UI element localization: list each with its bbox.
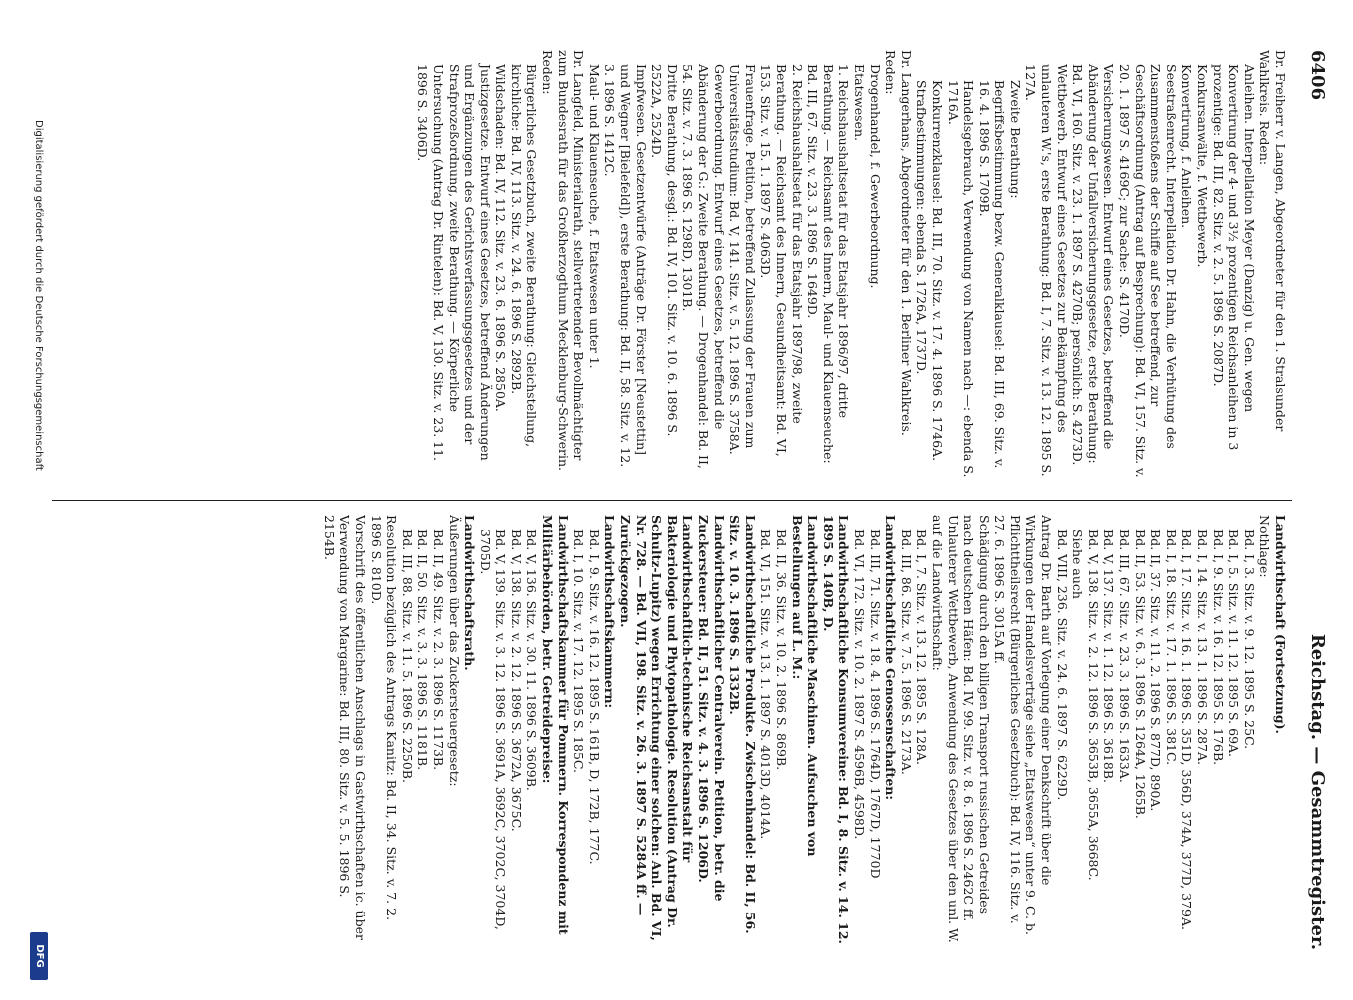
index-entry: Landwirthschaftskammer für Pommern. Korrespondenz mit Militärbehörden, betr. Getreidepreise: — [540, 515, 571, 935]
index-entry: Bürgerliches Gesetzbuch, zweite Berathung: Gleichstellung, kirchliche: Bd. IV, 113. Sitz. v. 24. 6. 1896 S. 2892B. — [508, 64, 540, 448]
index-entry: Pflichttheilsrecht (Bürgerliches Gesetzbuch): Bd. IV, 116. Sitz. v. 27. 6. 1896 S. 3015A ff. — [992, 515, 1023, 924]
index-entry: 1. Reichshaushaltsetat für das Etatsjahr 1896/97, dritte Berathung. — Reichsamt des Innern, Maul- und Klauenseuche: Bd. III, 67. Sitz. v. 23. 3. 1896 S. 1649D. — [805, 64, 852, 464]
index-entry: Bd. VI, 172. Sitz. v. 10. 2. 1897 S. 4596B, 4598D. — [851, 529, 867, 840]
index-entry: Nothlage: — [1257, 515, 1273, 578]
index-entry: Gewerbeordnung. Entwurf eines Gesetzes, betreffend die Abänderung der G.: Zweite Berathung. — Drogenhandel: Bd. II, 54. Sitz. v. 7. 3. 1896 S. 1298D, 1301B. — [680, 64, 727, 469]
index-entry: Maul- und Klauenseuche, f. Etatswesen unter 1. — [586, 64, 602, 369]
index-entry: Bd. V, 137. Sitz. v. 1. 12. 1896 S. 3618B. — [1101, 529, 1117, 783]
index-entry: Vorschrift des öffentlichen Anschlags in Gastwirthschaften ic. über Verwendung von Margarine: Bd. III, 80. Sitz. v. 5. 5. 1896 S. 2154B. — [321, 515, 368, 940]
index-entry: 2. Reichshaushaltsetat für das Etatsjahr 1897/98, zweite Berathung. — Reichsamt des Innern, Gesundheitsamt: Bd. VI, 153. Sitz. v. 15. 1. 1897 S. 4063D. — [758, 64, 805, 457]
index-entry: Konvertirung, f. Anleihen. — [1179, 64, 1195, 229]
page-number: 6406 — [1307, 50, 1328, 101]
index-entry: Bd. II, 49. Sitz. v. 2. 3. 1896 S. 1173B. — [430, 529, 446, 771]
index-entry: Bd. I, 17. Sitz. v. 16. 1. 1896 S. 351D, 356D, 374A, 377D, 379A. — [1179, 529, 1195, 930]
index-entry: Frauenfrage. Petition, betreffend Zulassung der Frauen zum Universitätsstudium: Bd. V, 141. Sitz. v. 5. 12. 1896 S. 3758A. — [727, 64, 758, 455]
index-entry: Landwirthschaftliche Konsumvereine: Bd. I, 8. Sitz. v. 14. 12. 1895 S. 140B, D. — [820, 515, 852, 944]
index-entry: Bd. V, 138. Sitz. v. 2. 12. 1896 S. 3653B, 3655A, 3668C. — [1085, 529, 1101, 881]
column-divider — [52, 500, 1292, 501]
index-entry: Bd. VI, 151. Sitz. v. 13. 1. 1897 S. 4013D, 4014A. — [758, 529, 774, 840]
left-column — [58, 515, 1288, 945]
right-column — [58, 50, 1288, 480]
index-entry: Zweite Berathung: — [1007, 80, 1023, 199]
index-entry: Äußerungen über das Zuckersteuergesetz: — [446, 515, 462, 787]
index-entry: Handelsgebrauch, Verwendung von Namen nach —: ebenda S. 1716A. — [945, 80, 977, 478]
index-entry: Bd. II, 37. Sitz. v. 11. 2. 1896 S. 877D, 890A. — [1148, 529, 1164, 812]
index-entry: Bd. V, 138. Sitz. v. 2. 12. 1896 S. 3672A, 3675C. — [508, 529, 524, 832]
index-entry: Justizgesetze. Entwurf eines Gesetzes, betreffend Änderungen und Ergänzungen des Gerichtsverfassungsgesetzes und der Strafprozeßordnung, zweite Berathung. — Körperliche Untersuchung (Antrag Dr. Rintelen): Bd. V, 130. Sitz. v. 23. 11. 1896 S. 3406D. — [415, 64, 493, 462]
running-title: Reichstag. — Gesammtregister. — [1307, 633, 1328, 950]
index-entry: Landwirthschaftskammern: — [602, 515, 618, 709]
index-entry: Impfwesen. Gesetzentwürfe (Anträge Dr. Förster [Neustettin] und Wegner [Bielefeld]), erste Berathung: Bd. II, 58. Sitz. v. 12. 3. 1896 S. 1412C. — [602, 64, 649, 468]
index-entry: Siehe auch — [1070, 529, 1086, 599]
index-entry: Dritte Berathung, desgl.: Bd. IV, 101. Sitz. v. 10. 6. 1896 S. 2522A, 2524D. — [649, 64, 680, 437]
index-entry: Bd. I, 7. Sitz. v. 13. 12. 1895 S. 128A. — [914, 529, 930, 765]
page-header — [1302, 50, 1328, 950]
index-entry: Unlauterer Wettbewerb, Anwendung des Gesetzes über den unl. W. auf die Landwirthschaft: — [929, 515, 961, 943]
index-entry: Bd. VIII, 236. Sitz. v. 24. 6. 1897 S. 6229D. — [1054, 529, 1070, 801]
index-entry: Bd. I, 5. Sitz. v. 11. 12. 1895 S. 69A. — [1226, 529, 1242, 758]
index-entry: Landwirthschaftlich-technische Reichsanstalt für Bakteriologie und Phytopathologie. Resolution (Antrag Dr. Schultz-Lupitz) wegen Errichtung einer solchen: Anl. Bd. VI, Nr. 728. — Bd. VII, 198. Sitz. v. 26. 3. 1897 S. 5284A ff. — Zurückgezogen. — [618, 515, 696, 941]
index-entry: Drogenhandel, f. Gewerbeordnung. — [867, 64, 883, 289]
index-entry: Anleihen. Interpellation Meyer (Danzig) u. Gen. wegen Konvertirung der 4- und 3½ prozentigen Reichsanleihen in 3 prozentige: Bd. III, 82. Sitz. v. 2. 5. 1896 S. 2087D. — [1210, 64, 1257, 451]
index-entry: Landwirthschaft (Fortsetzung). — [1273, 515, 1288, 734]
index-entry: Begriffsbestimmung bezw. Generalklausel: Bd. III, 69. Sitz. v. 16. 4. 1896 S. 1709B. — [976, 80, 1008, 469]
index-entry: Wettbewerb. Entwurf eines Gesetzes zur Bekämpfung des unlauteren W.'s, erste Berathung: Bd. I, 7. Sitz. v. 13. 12. 1895 S. 127A. — [1023, 64, 1070, 477]
index-entry: Antrag Dr. Barth auf Vorlegung einer Denkschrift über die Wirkungen der Handelsverträge siehe „Etatswesen“ unter 9. C. b. — [1023, 515, 1055, 936]
index-entry: Bd. II, 50. Sitz. v. 3. 3. 1896 S. 1181B. — [415, 529, 431, 771]
index-entry: Bd. II, 36. Sitz. v. 10. 2. 1896 S. 869B. — [774, 529, 789, 771]
index-entry: Bd. I, 14. Sitz. v. 13. 1. 1896 S. 287A. — [1195, 529, 1211, 765]
index-entry: Bd. I, 9. Sitz. v. 16. 12. 1895 S. 176B. — [1210, 529, 1226, 766]
index-entry: Bd. III, 67. Sitz. v. 23. 3. 1896 S. 1633A. — [1117, 529, 1133, 783]
index-entry: Strafbestimmungen: ebenda S. 1726A, 1737D. — [914, 80, 930, 375]
index-entry: Konkursanwälte, f. Wettbewerb. — [1195, 64, 1211, 268]
index-entry: Landwirthschaftsrath. — [462, 515, 478, 671]
index-entry: Konkurrenzklausel: Bd. III, 70. Sitz. v. 17. 4. 1896 S. 1746A. — [929, 80, 945, 462]
index-entry: Bd. V, 139. Sitz. v. 3. 12. 1896 S. 3691A, 3692C, 3702C, 3704D, 3705D. — [477, 529, 509, 930]
index-entry: Landwirthschaftliche Genossenschaften: — [883, 515, 899, 800]
index-entry: Bd. I, 10. Sitz. v. 17. 12. 1895 S. 185C. — [571, 529, 587, 774]
index-entry: Landwirthschaftliche Maschinen. Aufsuchen von Bestellungen auf L. M.: — [789, 515, 821, 857]
dfg-logo: DFG — [30, 932, 48, 980]
document-page — [16, 20, 1336, 980]
index-entry: Bd. I, 18. Sitz. v. 17. 1. 1896 S. 381C. — [1163, 529, 1179, 766]
index-entry: Seestraßenrecht. Interpellation Dr. Hahn, die Verhütung des Zusammenstoßens der Schiffe auf See betreffend, zur Geschäftsordnung (Antrag auf Besprechung): Bd. VI, 157. Sitz. v. 20. 1. 1897 S. 4169C; zur Sache: S. 4170D. — [1117, 64, 1179, 478]
index-entry: Landwirthschaftlicher Centralverein. Petition, betr. die Zuckersteuer: Bd. II, 51. Sitz. v. 4. 3. 1896 S. 1206D. — [696, 515, 727, 902]
index-entry: Wildschaden: Bd. IV, 112. Sitz. v. 23. 6. 1896 S. 2850A. — [493, 64, 509, 412]
index-entry: Landwirthschaftliche Produkte. Zwischenhandel: Bd. II, 56. Sitz. v. 10. 3. 1896 S. 1332B. — [727, 515, 758, 934]
index-entry: Schädigung durch den billigen Transport russischen Getreides nach deutschen Häfen: Bd. IV, 99. Sitz. v. 8. 6. 1896 S. 2462C ff. — [961, 515, 992, 922]
index-entry: Dr. Langfeld, Ministerialrath, stellvertretender Bevollmächtigter zum Bundesrath für das Großherzogthum Mecklenburg-Schwerin. Reden: — [540, 50, 587, 472]
index-entry: Bd. III, 86. Sitz. v. 7. 5. 1896 S. 2173A. — [898, 529, 914, 775]
index-entry: Bd. III, 88. Sitz. v. 11. 5. 1896 S. 2250B. — [399, 529, 415, 783]
index-entry: Dr. Freiherr v. Langen, Abgeordneter für den 1. Stralsunder Wahlkreis. Reden: — [1257, 50, 1288, 432]
index-entry: Bd. V, 136. Sitz. v. 30. 11. 1896 S. 3609B. — [524, 529, 540, 791]
index-entry: Dr. Langerhans, Abgeordneter für den 1. Berliner Wahlkreis. Reden: — [883, 50, 914, 436]
index-entry: Bd. I, 9. Sitz. v. 16. 12. 1895 S. 161B, D, 172B, 177C. — [586, 529, 602, 865]
index-entry: Resolution bezüglich des Antrags Kanitz: Bd. II, 34. Sitz. v. 7. 2. 1896 S. 810D. — [368, 515, 400, 921]
digitization-credit: Digitalisierung gefördert durch die Deutsche Forschungsgemeinschaft — [33, 120, 44, 471]
index-entry: Etatswesen. — [851, 64, 867, 141]
index-entry: Bd. II, 53. Sitz. v. 6. 3. 1896 S. 1264A, 1265B. — [1132, 529, 1148, 819]
index-entry: Bd. III, 71. Sitz. v. 18. 4. 1896 S. 1764D, 1767D, 1770D — [867, 529, 883, 879]
index-entry: Versicherungswesen. Entwurf eines Gesetzes, betreffend die Abänderung der Unfallversicherungsgesetze, erste Berathung: Bd. VI, 160. Sitz. v. 23. 1. 1897 S. 4270B; persönlich: S. 4273D. — [1070, 64, 1117, 466]
index-entry: Bd. I, 3. Sitz. v. 9. 12. 1895 S. 25C. — [1241, 529, 1257, 750]
